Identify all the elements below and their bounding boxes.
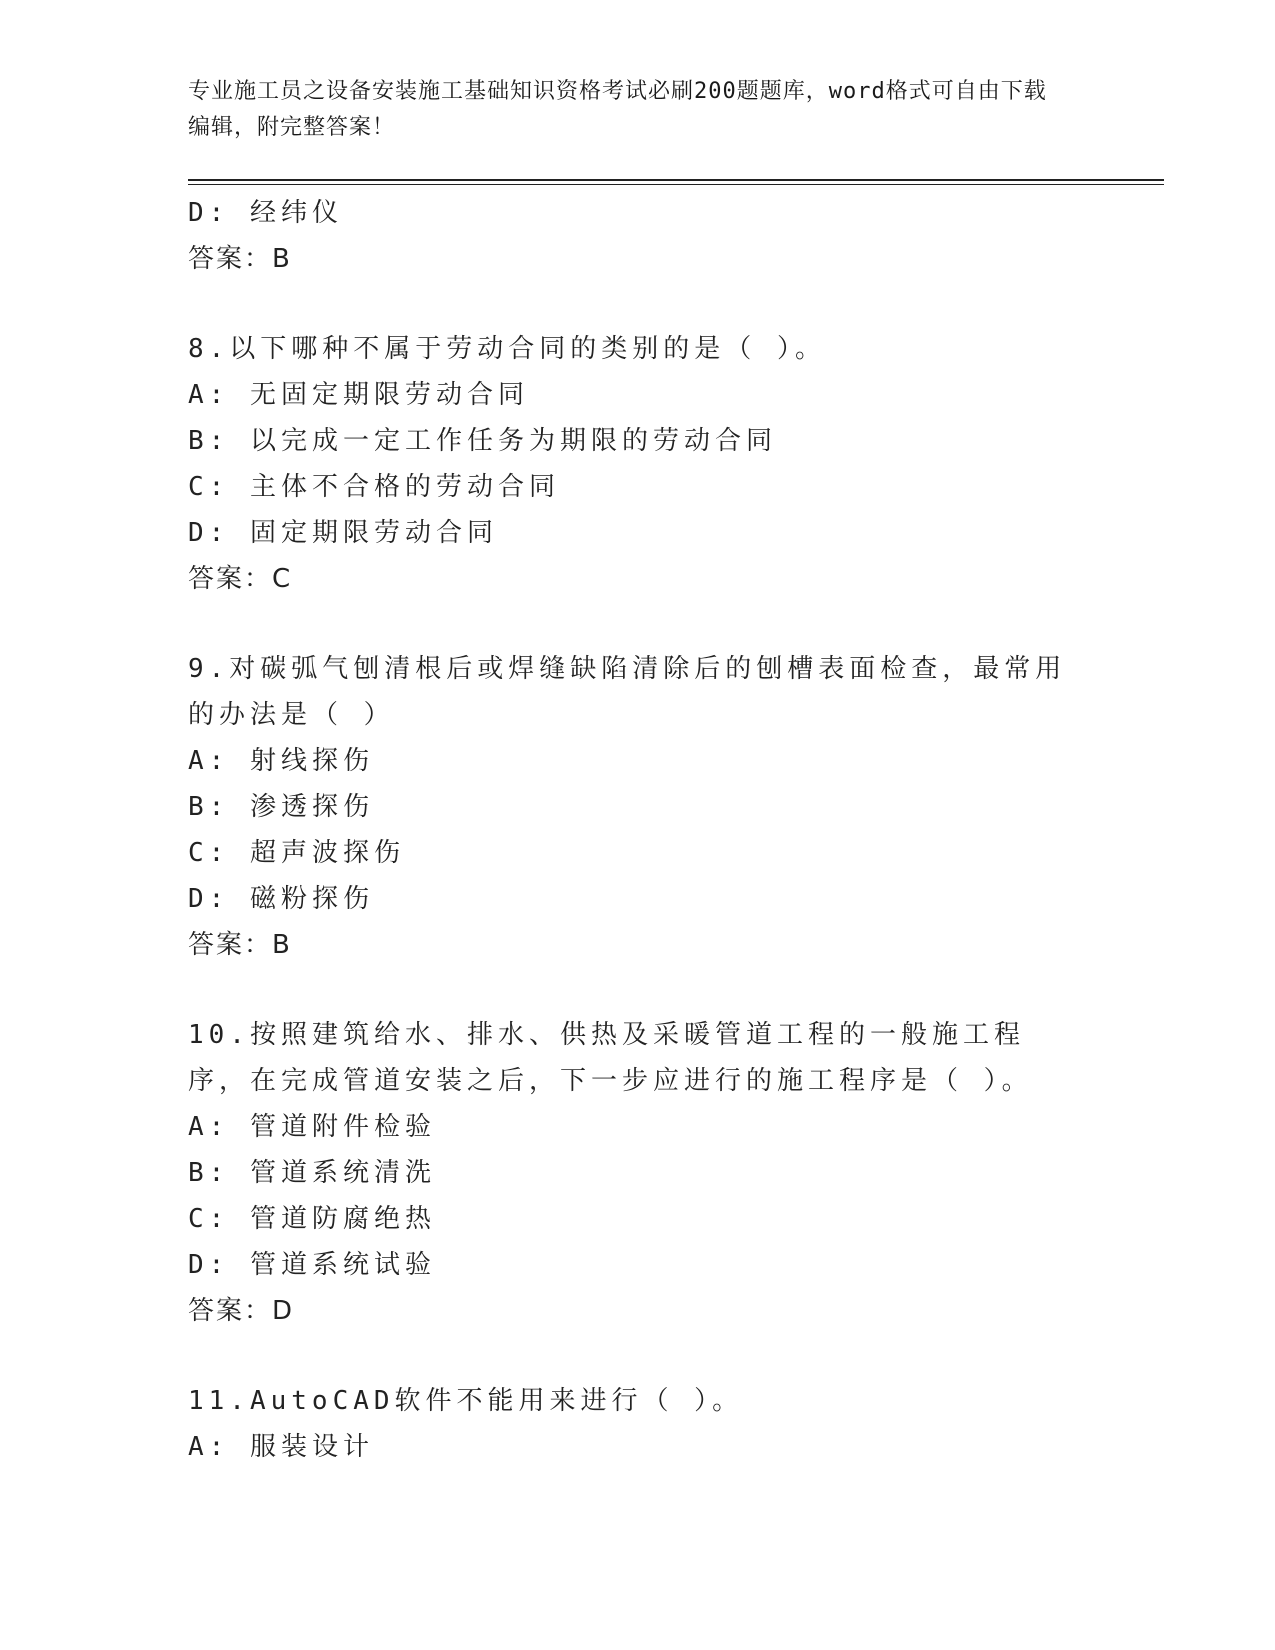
question-content [188,190,1088,1470]
header-divider-thin [188,184,1164,185]
question-11 [188,1378,1088,1470]
question-stem: 10.按照建筑给水、排水、供热及采暖管道工程的一般施工程序，在完成管道安装之后，下一步应进行的施工程序是（ ）。 [188,1020,1033,1096]
document-header: 专业施工员之设备安装施工基础知识资格考试必刷200题题库，word格式可自由下载编辑，附完整答案！ [188,79,1047,140]
option-a: A: 射线探伤 [188,746,374,776]
answer-line: 答案：C [188,564,293,594]
option-d: D: 固定期限劳动合同 [188,518,498,548]
option-d: D: 磁粉探伤 [188,884,374,914]
option-c: C: 主体不合格的劳动合同 [188,472,560,502]
option-b: B: 渗透探伤 [188,792,374,822]
answer-line: 答案：D [188,1296,295,1326]
option-d: D: 经纬仪 [188,198,343,228]
question-stem: 11.AutoCAD软件不能用来进行（ ）。 [188,1386,744,1416]
answer-line: 答案：B [188,930,292,960]
option-a: A: 管道附件检验 [188,1112,436,1142]
option-c: C: 管道防腐绝热 [188,1204,436,1234]
option-a: A: 无固定期限劳动合同 [188,380,529,410]
header-divider-thick [188,179,1164,181]
question-stem: 9.对碳弧气刨清根后或焊缝缺陷清除后的刨槽表面检查，最常用的办法是（ ） [188,654,1067,730]
question-8 [188,326,1088,602]
option-b: B: 管道系统清洗 [188,1158,436,1188]
option-c: C: 超声波探伤 [188,838,405,868]
question-stem: 8.以下哪种不属于劳动合同的类别的是（ ）。 [188,334,826,364]
question-9 [188,646,1088,968]
option-d: D: 管道系统试验 [188,1250,436,1280]
answer-line: 答案：B [188,244,292,274]
question-10 [188,1012,1088,1334]
option-a: A: 服装设计 [188,1432,374,1462]
option-b: B: 以完成一定工作任务为期限的劳动合同 [188,426,777,456]
